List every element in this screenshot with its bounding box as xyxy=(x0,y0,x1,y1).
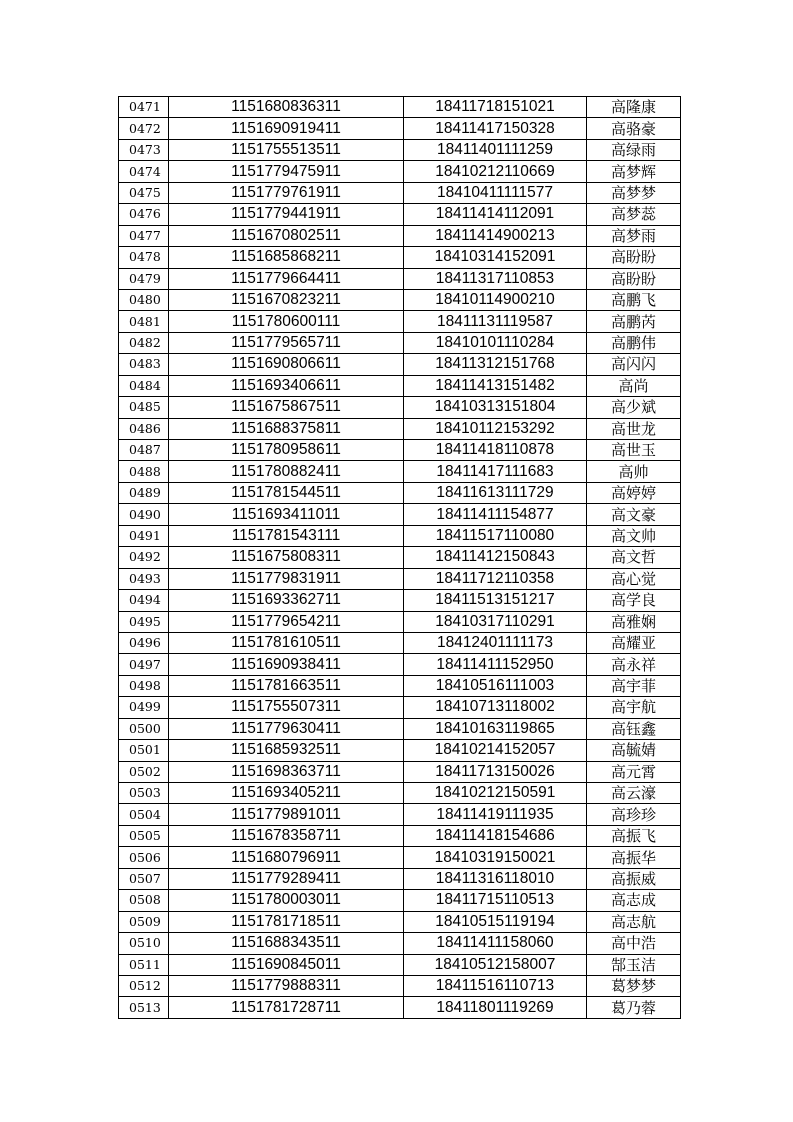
exam-number-cell: 18411712110358 xyxy=(404,568,587,589)
student-name-cell: 高钰鑫 xyxy=(587,718,681,739)
exam-number-cell: 18411401111259 xyxy=(404,139,587,160)
table-row xyxy=(119,504,681,525)
student-id-cell: 1151779888311 xyxy=(169,975,404,996)
row-sequence-cell: 0498 xyxy=(119,675,169,696)
student-id-cell: 1151693405211 xyxy=(169,783,404,804)
table-row xyxy=(119,440,681,461)
table-row xyxy=(119,890,681,911)
student-name-cell: 高文豪 xyxy=(587,504,681,525)
table-row xyxy=(119,654,681,675)
table-row xyxy=(119,247,681,268)
exam-number-cell: 18410516111003 xyxy=(404,675,587,696)
student-name-cell: 高世玉 xyxy=(587,440,681,461)
student-name-cell: 高梦梦 xyxy=(587,182,681,203)
student-id-cell: 1151781544511 xyxy=(169,482,404,503)
student-id-cell: 1151779565711 xyxy=(169,332,404,353)
roster-table xyxy=(118,96,681,1019)
student-id-cell: 1151690806611 xyxy=(169,354,404,375)
exam-number-cell: 18411411158060 xyxy=(404,933,587,954)
table-row xyxy=(119,525,681,546)
table-row xyxy=(119,161,681,182)
row-sequence-cell: 0487 xyxy=(119,440,169,461)
row-sequence-cell: 0478 xyxy=(119,247,169,268)
exam-number-cell: 18411418154686 xyxy=(404,825,587,846)
exam-number-cell: 18411131119587 xyxy=(404,311,587,332)
row-sequence-cell: 0512 xyxy=(119,975,169,996)
row-sequence-cell: 0509 xyxy=(119,911,169,932)
exam-number-cell: 18410319150021 xyxy=(404,847,587,868)
student-name-cell: 高鹏飞 xyxy=(587,289,681,310)
row-sequence-cell: 0503 xyxy=(119,783,169,804)
table-row xyxy=(119,933,681,954)
table-row xyxy=(119,547,681,568)
student-name-cell: 高梦雨 xyxy=(587,225,681,246)
row-sequence-cell: 0476 xyxy=(119,204,169,225)
table-row xyxy=(119,204,681,225)
student-name-cell: 高盼盼 xyxy=(587,247,681,268)
row-sequence-cell: 0505 xyxy=(119,825,169,846)
student-name-cell: 高梦蕊 xyxy=(587,204,681,225)
row-sequence-cell: 0471 xyxy=(119,97,169,118)
table-row xyxy=(119,697,681,718)
student-id-cell: 1151675867511 xyxy=(169,397,404,418)
student-id-cell: 1151680836311 xyxy=(169,97,404,118)
student-id-cell: 1151779654211 xyxy=(169,611,404,632)
exam-number-cell: 18410313151804 xyxy=(404,397,587,418)
student-name-cell: 高文哲 xyxy=(587,547,681,568)
row-sequence-cell: 0504 xyxy=(119,804,169,825)
student-name-cell: 高少斌 xyxy=(587,397,681,418)
exam-number-cell: 18410212150591 xyxy=(404,783,587,804)
table-row xyxy=(119,268,681,289)
student-name-cell: 郜玉洁 xyxy=(587,954,681,975)
table-row xyxy=(119,847,681,868)
row-sequence-cell: 0491 xyxy=(119,525,169,546)
row-sequence-cell: 0507 xyxy=(119,868,169,889)
table-row xyxy=(119,354,681,375)
student-id-cell: 1151685868211 xyxy=(169,247,404,268)
student-id-cell: 1151675808311 xyxy=(169,547,404,568)
student-name-cell: 高宇航 xyxy=(587,697,681,718)
row-sequence-cell: 0494 xyxy=(119,590,169,611)
table-row xyxy=(119,182,681,203)
student-id-cell: 1151755513511 xyxy=(169,139,404,160)
row-sequence-cell: 0496 xyxy=(119,632,169,653)
student-name-cell: 高文帅 xyxy=(587,525,681,546)
table-row xyxy=(119,911,681,932)
student-name-cell: 高云濠 xyxy=(587,783,681,804)
table-row xyxy=(119,590,681,611)
table-row xyxy=(119,568,681,589)
student-id-cell: 1151781718511 xyxy=(169,911,404,932)
row-sequence-cell: 0489 xyxy=(119,482,169,503)
row-sequence-cell: 0493 xyxy=(119,568,169,589)
student-name-cell: 高元霄 xyxy=(587,761,681,782)
row-sequence-cell: 0479 xyxy=(119,268,169,289)
exam-number-cell: 18410512158007 xyxy=(404,954,587,975)
row-sequence-cell: 0482 xyxy=(119,332,169,353)
exam-number-cell: 18411412150843 xyxy=(404,547,587,568)
student-name-cell: 高振威 xyxy=(587,868,681,889)
table-row xyxy=(119,611,681,632)
student-id-cell: 1151779831911 xyxy=(169,568,404,589)
student-id-cell: 1151780958611 xyxy=(169,440,404,461)
exam-number-cell: 18410314152091 xyxy=(404,247,587,268)
student-name-cell: 高隆康 xyxy=(587,97,681,118)
student-id-cell: 1151693362711 xyxy=(169,590,404,611)
student-id-cell: 1151779289411 xyxy=(169,868,404,889)
student-name-cell: 高梦辉 xyxy=(587,161,681,182)
table-row xyxy=(119,675,681,696)
row-sequence-cell: 0480 xyxy=(119,289,169,310)
student-id-cell: 1151780882411 xyxy=(169,461,404,482)
table-row xyxy=(119,804,681,825)
table-row xyxy=(119,954,681,975)
table-row xyxy=(119,418,681,439)
student-id-cell: 1151755507311 xyxy=(169,697,404,718)
student-id-cell: 1151779441911 xyxy=(169,204,404,225)
student-name-cell: 葛梦梦 xyxy=(587,975,681,996)
student-name-cell: 高志航 xyxy=(587,911,681,932)
student-id-cell: 1151690938411 xyxy=(169,654,404,675)
exam-number-cell: 18411417111683 xyxy=(404,461,587,482)
student-name-cell: 高珍珍 xyxy=(587,804,681,825)
table-row xyxy=(119,397,681,418)
student-name-cell: 高世龙 xyxy=(587,418,681,439)
row-sequence-cell: 0486 xyxy=(119,418,169,439)
exam-number-cell: 18410214152057 xyxy=(404,740,587,761)
exam-number-cell: 18410112153292 xyxy=(404,418,587,439)
student-name-cell: 高振华 xyxy=(587,847,681,868)
student-id-cell: 1151698363711 xyxy=(169,761,404,782)
student-name-cell: 高骆豪 xyxy=(587,118,681,139)
student-name-cell: 高宇菲 xyxy=(587,675,681,696)
row-sequence-cell: 0475 xyxy=(119,182,169,203)
exam-number-cell: 18411517110080 xyxy=(404,525,587,546)
exam-number-cell: 18410713118002 xyxy=(404,697,587,718)
exam-number-cell: 18411718151021 xyxy=(404,97,587,118)
table-row xyxy=(119,482,681,503)
exam-number-cell: 18411413151482 xyxy=(404,375,587,396)
exam-number-cell: 18411713150026 xyxy=(404,761,587,782)
student-id-cell: 1151678358711 xyxy=(169,825,404,846)
student-id-cell: 1151680796911 xyxy=(169,847,404,868)
row-sequence-cell: 0472 xyxy=(119,118,169,139)
student-id-cell: 1151780600111 xyxy=(169,311,404,332)
row-sequence-cell: 0474 xyxy=(119,161,169,182)
table-row xyxy=(119,761,681,782)
student-name-cell: 高雅娴 xyxy=(587,611,681,632)
student-id-cell: 1151688343511 xyxy=(169,933,404,954)
student-id-cell: 1151779891011 xyxy=(169,804,404,825)
student-id-cell: 1151781543111 xyxy=(169,525,404,546)
exam-number-cell: 18411417150328 xyxy=(404,118,587,139)
row-sequence-cell: 0513 xyxy=(119,997,169,1018)
student-name-cell: 高绿雨 xyxy=(587,139,681,160)
student-id-cell: 1151779664411 xyxy=(169,268,404,289)
row-sequence-cell: 0508 xyxy=(119,890,169,911)
student-id-cell: 1151670802511 xyxy=(169,225,404,246)
exam-number-cell: 18411801119269 xyxy=(404,997,587,1018)
exam-number-cell: 18411317110853 xyxy=(404,268,587,289)
student-name-cell: 高志成 xyxy=(587,890,681,911)
exam-number-cell: 18411516110713 xyxy=(404,975,587,996)
student-id-cell: 1151779761911 xyxy=(169,182,404,203)
student-name-cell: 高毓婧 xyxy=(587,740,681,761)
row-sequence-cell: 0481 xyxy=(119,311,169,332)
student-name-cell: 葛乃蓉 xyxy=(587,997,681,1018)
student-name-cell: 高尚 xyxy=(587,375,681,396)
student-id-cell: 1151693406611 xyxy=(169,375,404,396)
student-id-cell: 1151688375811 xyxy=(169,418,404,439)
exam-number-cell: 18410212110669 xyxy=(404,161,587,182)
exam-number-cell: 18410163119865 xyxy=(404,718,587,739)
student-id-cell: 1151779475911 xyxy=(169,161,404,182)
row-sequence-cell: 0497 xyxy=(119,654,169,675)
row-sequence-cell: 0506 xyxy=(119,847,169,868)
exam-number-cell: 18411613111729 xyxy=(404,482,587,503)
exam-number-cell: 18411715110513 xyxy=(404,890,587,911)
row-sequence-cell: 0484 xyxy=(119,375,169,396)
student-name-cell: 高心觉 xyxy=(587,568,681,589)
student-name-cell: 高振飞 xyxy=(587,825,681,846)
table-row xyxy=(119,783,681,804)
exam-number-cell: 18411312151768 xyxy=(404,354,587,375)
row-sequence-cell: 0510 xyxy=(119,933,169,954)
student-id-cell: 1151780003011 xyxy=(169,890,404,911)
table-row xyxy=(119,311,681,332)
student-name-cell: 高永祥 xyxy=(587,654,681,675)
exam-number-cell: 18410114900210 xyxy=(404,289,587,310)
student-name-cell: 高盼盼 xyxy=(587,268,681,289)
student-name-cell: 高婷婷 xyxy=(587,482,681,503)
table-row xyxy=(119,740,681,761)
exam-number-cell: 18412401111173 xyxy=(404,632,587,653)
student-name-cell: 高鹏芮 xyxy=(587,311,681,332)
row-sequence-cell: 0483 xyxy=(119,354,169,375)
row-sequence-cell: 0499 xyxy=(119,697,169,718)
student-id-cell: 1151781728711 xyxy=(169,997,404,1018)
exam-number-cell: 18411411152950 xyxy=(404,654,587,675)
table-row xyxy=(119,461,681,482)
table-row xyxy=(119,139,681,160)
student-id-cell: 1151779630411 xyxy=(169,718,404,739)
student-id-cell: 1151781610511 xyxy=(169,632,404,653)
exam-number-cell: 18410411111577 xyxy=(404,182,587,203)
row-sequence-cell: 0473 xyxy=(119,139,169,160)
table-row xyxy=(119,332,681,353)
student-id-cell: 1151670823211 xyxy=(169,289,404,310)
row-sequence-cell: 0511 xyxy=(119,954,169,975)
exam-number-cell: 18411513151217 xyxy=(404,590,587,611)
row-sequence-cell: 0492 xyxy=(119,547,169,568)
table-row xyxy=(119,375,681,396)
row-sequence-cell: 0501 xyxy=(119,740,169,761)
table-row xyxy=(119,997,681,1018)
table-row xyxy=(119,289,681,310)
row-sequence-cell: 0495 xyxy=(119,611,169,632)
student-name-cell: 高闪闪 xyxy=(587,354,681,375)
exam-number-cell: 18411419111935 xyxy=(404,804,587,825)
exam-number-cell: 18411418110878 xyxy=(404,440,587,461)
student-id-cell: 1151685932511 xyxy=(169,740,404,761)
exam-number-cell: 18410515119194 xyxy=(404,911,587,932)
row-sequence-cell: 0502 xyxy=(119,761,169,782)
table-row xyxy=(119,225,681,246)
row-sequence-cell: 0485 xyxy=(119,397,169,418)
exam-number-cell: 18411316118010 xyxy=(404,868,587,889)
exam-number-cell: 18411414112091 xyxy=(404,204,587,225)
table-row xyxy=(119,118,681,139)
row-sequence-cell: 0477 xyxy=(119,225,169,246)
student-name-cell: 高学良 xyxy=(587,590,681,611)
row-sequence-cell: 0488 xyxy=(119,461,169,482)
student-id-cell: 1151690919411 xyxy=(169,118,404,139)
exam-number-cell: 18411414900213 xyxy=(404,225,587,246)
row-sequence-cell: 0490 xyxy=(119,504,169,525)
row-sequence-cell: 0500 xyxy=(119,718,169,739)
table-row xyxy=(119,97,681,118)
student-id-cell: 1151690845011 xyxy=(169,954,404,975)
roster-body xyxy=(119,97,681,1019)
table-row xyxy=(119,868,681,889)
student-id-cell: 1151781663511 xyxy=(169,675,404,696)
student-name-cell: 高耀亚 xyxy=(587,632,681,653)
student-name-cell: 高帅 xyxy=(587,461,681,482)
table-row xyxy=(119,825,681,846)
table-row xyxy=(119,632,681,653)
exam-number-cell: 18410101110284 xyxy=(404,332,587,353)
student-id-cell: 1151693411011 xyxy=(169,504,404,525)
exam-number-cell: 18410317110291 xyxy=(404,611,587,632)
student-name-cell: 高中浩 xyxy=(587,933,681,954)
exam-number-cell: 18411411154877 xyxy=(404,504,587,525)
student-name-cell: 高鹏伟 xyxy=(587,332,681,353)
table-row xyxy=(119,718,681,739)
table-row xyxy=(119,975,681,996)
